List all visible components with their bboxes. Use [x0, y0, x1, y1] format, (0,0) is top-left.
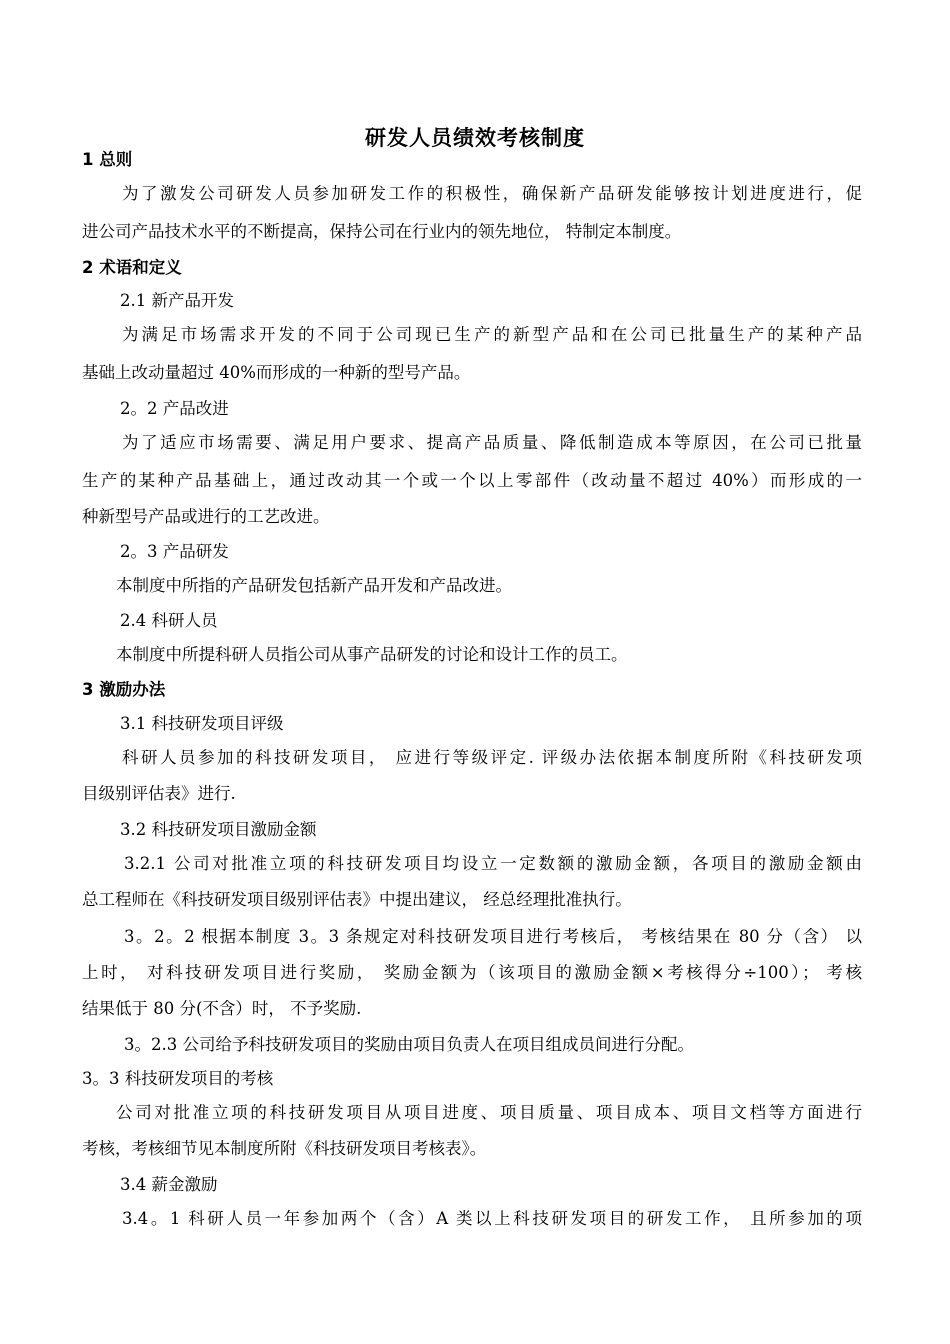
section-heading-incentives: 3 激励办法 — [82, 680, 166, 699]
paragraph-line: 种新型号产品或进行的工艺改进。 — [82, 507, 330, 526]
paragraph-line: 上时， 对科技研发项目进行奖励， 奖励金额为（该项目的激励金额×考核得分÷100）； 考核 — [82, 963, 862, 982]
paragraph-line: 3。2。2 根据本制度 3。3 条规定对科技研发项目进行考核后， 考核结果在 80 分（含） 以 — [124, 927, 862, 946]
subsection-heading: 3.4 薪金激励 — [120, 1175, 218, 1194]
subsection-heading: 2.4 科研人员 — [120, 611, 218, 630]
paragraph-line: 目级别评估表》进行. — [82, 784, 236, 803]
document-title: 研发人员绩效考核制度 — [365, 126, 585, 150]
subsection-heading: 3.2 科技研发项目激励金额 — [120, 820, 317, 839]
paragraph-line: 本制度中所指的产品研发包括新产品开发和产品改进。 — [116, 576, 512, 595]
paragraph-line: 3.4。1 科研人员一年参加两个（含）A 类以上科技研发项目的研发工作， 且所参加的项 — [122, 1209, 862, 1228]
paragraph-line: 总工程师在《科技研发项目级别评估表》中提出建议， 经总经理批准执行。 — [82, 890, 632, 909]
paragraph-line: 3。2.3 公司给予科技研发项目的奖励由项目负责人在项目组成员间进行分配。 — [124, 1035, 694, 1054]
paragraph-line: 进公司产品技术水平的不断提高，保持公司在行业内的领先地位， 特制定本制度。 — [82, 222, 682, 241]
paragraph-line: 3.2.1 公司对批准立项的科技研发项目均设立一定数额的激励金额，各项目的激励金额由 — [124, 854, 862, 873]
paragraph-line: 考核，考核细节见本制度所附《科技研发项目考核表》。 — [82, 1139, 487, 1158]
subsection-heading: 2。3 产品研发 — [120, 542, 229, 561]
paragraph-line: 生产的某种产品基础上，通过改动其一个或一个以上零部件（改动量不超过 40%）而形成的一 — [82, 471, 862, 490]
paragraph-line: 结果低于 80 分(不含）时， 不予奖励. — [82, 999, 362, 1018]
subsection-heading: 3。3 科技研发项目的考核 — [82, 1069, 274, 1088]
paragraph-line: 公司对批准立项的科技研发项目从项目进度、项目质量、项目成本、项目文档等方面进行 — [116, 1103, 862, 1122]
paragraph-line: 为了激发公司研发人员参加研发工作的积极性，确保新产品研发能够按计划进度进行，促 — [122, 184, 862, 203]
subsection-heading: 3.1 科技研发项目评级 — [120, 714, 284, 733]
paragraph-line: 基础上改动量超过 40%而形成的一种新的型号产品。 — [82, 363, 471, 382]
paragraph-line: 本制度中所提科研人员指公司从事产品研发的讨论和设计工作的员工。 — [116, 645, 628, 664]
subsection-heading: 2.1 新产品开发 — [120, 291, 234, 310]
paragraph-line: 为满足市场需求开发的不同于公司现已生产的新型产品和在公司已批量生产的某种产品 — [122, 325, 862, 344]
section-heading-terms: 2 术语和定义 — [82, 258, 182, 277]
subsection-heading: 2。2 产品改进 — [120, 399, 229, 418]
paragraph-line: 科研人员参加的科技研发项目， 应进行等级评定. 评级办法依据本制度所附《科技研发项 — [122, 748, 862, 767]
section-heading-general: 1 总则 — [82, 150, 133, 169]
paragraph-line: 为了适应市场需要、满足用户要求、提高产品质量、降低制造成本等原因，在公司已批量 — [122, 433, 862, 452]
